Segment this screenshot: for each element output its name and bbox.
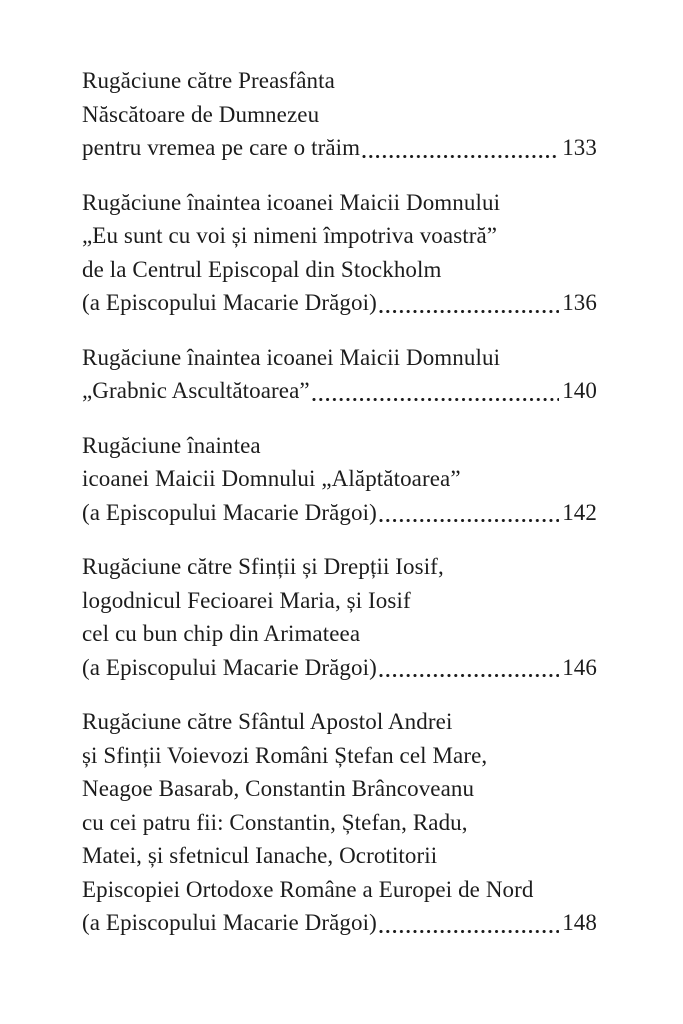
toc-entry-line: Rugăciune înaintea xyxy=(82,432,261,458)
toc-entry-last-line xyxy=(82,496,597,530)
toc-entry-line: Episcopiei Ortodoxe Române a Europei de Nord xyxy=(82,876,534,902)
toc-entry-line: Rugăciune către Sfinții și Drepții Iosif, xyxy=(82,554,444,579)
dotted-leader xyxy=(312,397,559,402)
toc-entry-last-line xyxy=(82,374,597,408)
toc-page-number: 148 xyxy=(562,910,597,935)
toc-entry-line: Neagoe Basarab, Constantin Brâncoveanu xyxy=(82,776,475,801)
toc-entry xyxy=(82,186,597,320)
toc-entry-last-text: (a Episcopului Macarie Drăgoi) xyxy=(82,910,377,935)
toc-entry-last-text: „Grabnic Ascultătoarea” xyxy=(82,378,310,403)
toc-entry-line: cel cu bun chip din Arimateea xyxy=(82,621,361,646)
toc-entry-line: de la Centrul Episcopal din Stockholm xyxy=(82,256,442,282)
dotted-leader xyxy=(379,673,559,678)
toc-entry-line: „Eu sunt cu voi și nimeni împotriva voastră” xyxy=(82,223,498,248)
toc-entry-last-text: (a Episcopului Macarie Drăgoi) xyxy=(82,654,377,680)
dotted-leader xyxy=(379,309,559,314)
toc-entry-line: Rugăciune înaintea icoanei Maicii Domnului xyxy=(82,344,501,370)
toc-entry-last-line xyxy=(82,651,597,685)
toc-entry-line: cu cei patru fii: Constantin, Ștefan, Radu, xyxy=(82,809,468,835)
toc-entry-line: Născătoare de Dumnezeu xyxy=(82,101,320,127)
toc-entry xyxy=(82,429,597,530)
dotted-leader xyxy=(379,929,559,934)
toc-entry-last-text: (a Episcopului Macarie Drăgoi) xyxy=(82,290,377,315)
toc-entry-last-line xyxy=(82,906,597,940)
toc-entry-line: icoanei Maicii Domnului „Alăptătoarea” xyxy=(82,466,461,491)
toc-entry-line: Rugăciune către Preasfânta xyxy=(82,68,335,93)
toc-entry-line: Rugăciune către Sfântul Apostol Andrei xyxy=(82,709,453,734)
toc-entry-last-line xyxy=(82,286,597,320)
toc-entry-last-text: (a Episcopului Macarie Drăgoi) xyxy=(82,499,377,525)
toc-entry-line: Matei, și sfetnicul Ianache, Ocrotitorii xyxy=(82,843,438,868)
toc-entry-line: Rugăciune înaintea icoanei Maicii Domnului xyxy=(82,189,501,215)
toc-page-number: 136 xyxy=(562,290,597,315)
toc-entry xyxy=(82,550,597,684)
toc-entry xyxy=(82,341,597,408)
dotted-leader xyxy=(379,518,559,523)
toc-list xyxy=(82,64,597,940)
dotted-leader xyxy=(362,154,559,159)
toc-page-number: 140 xyxy=(562,378,597,403)
toc-page-number: 142 xyxy=(562,499,597,525)
toc-entry-line: și Sfinții Voievozi Români Ștefan cel Mare, xyxy=(82,742,488,768)
toc-entry-line: logodnicul Fecioarei Maria, și Iosif xyxy=(82,587,411,613)
toc-entry-last-line xyxy=(82,131,597,165)
toc-page-number: 133 xyxy=(562,135,597,160)
toc-page-number: 146 xyxy=(562,654,597,680)
toc-entry xyxy=(82,705,597,940)
toc-entry-last-text: pentru vremea pe care o trăim xyxy=(82,135,361,160)
toc-entry xyxy=(82,64,597,165)
